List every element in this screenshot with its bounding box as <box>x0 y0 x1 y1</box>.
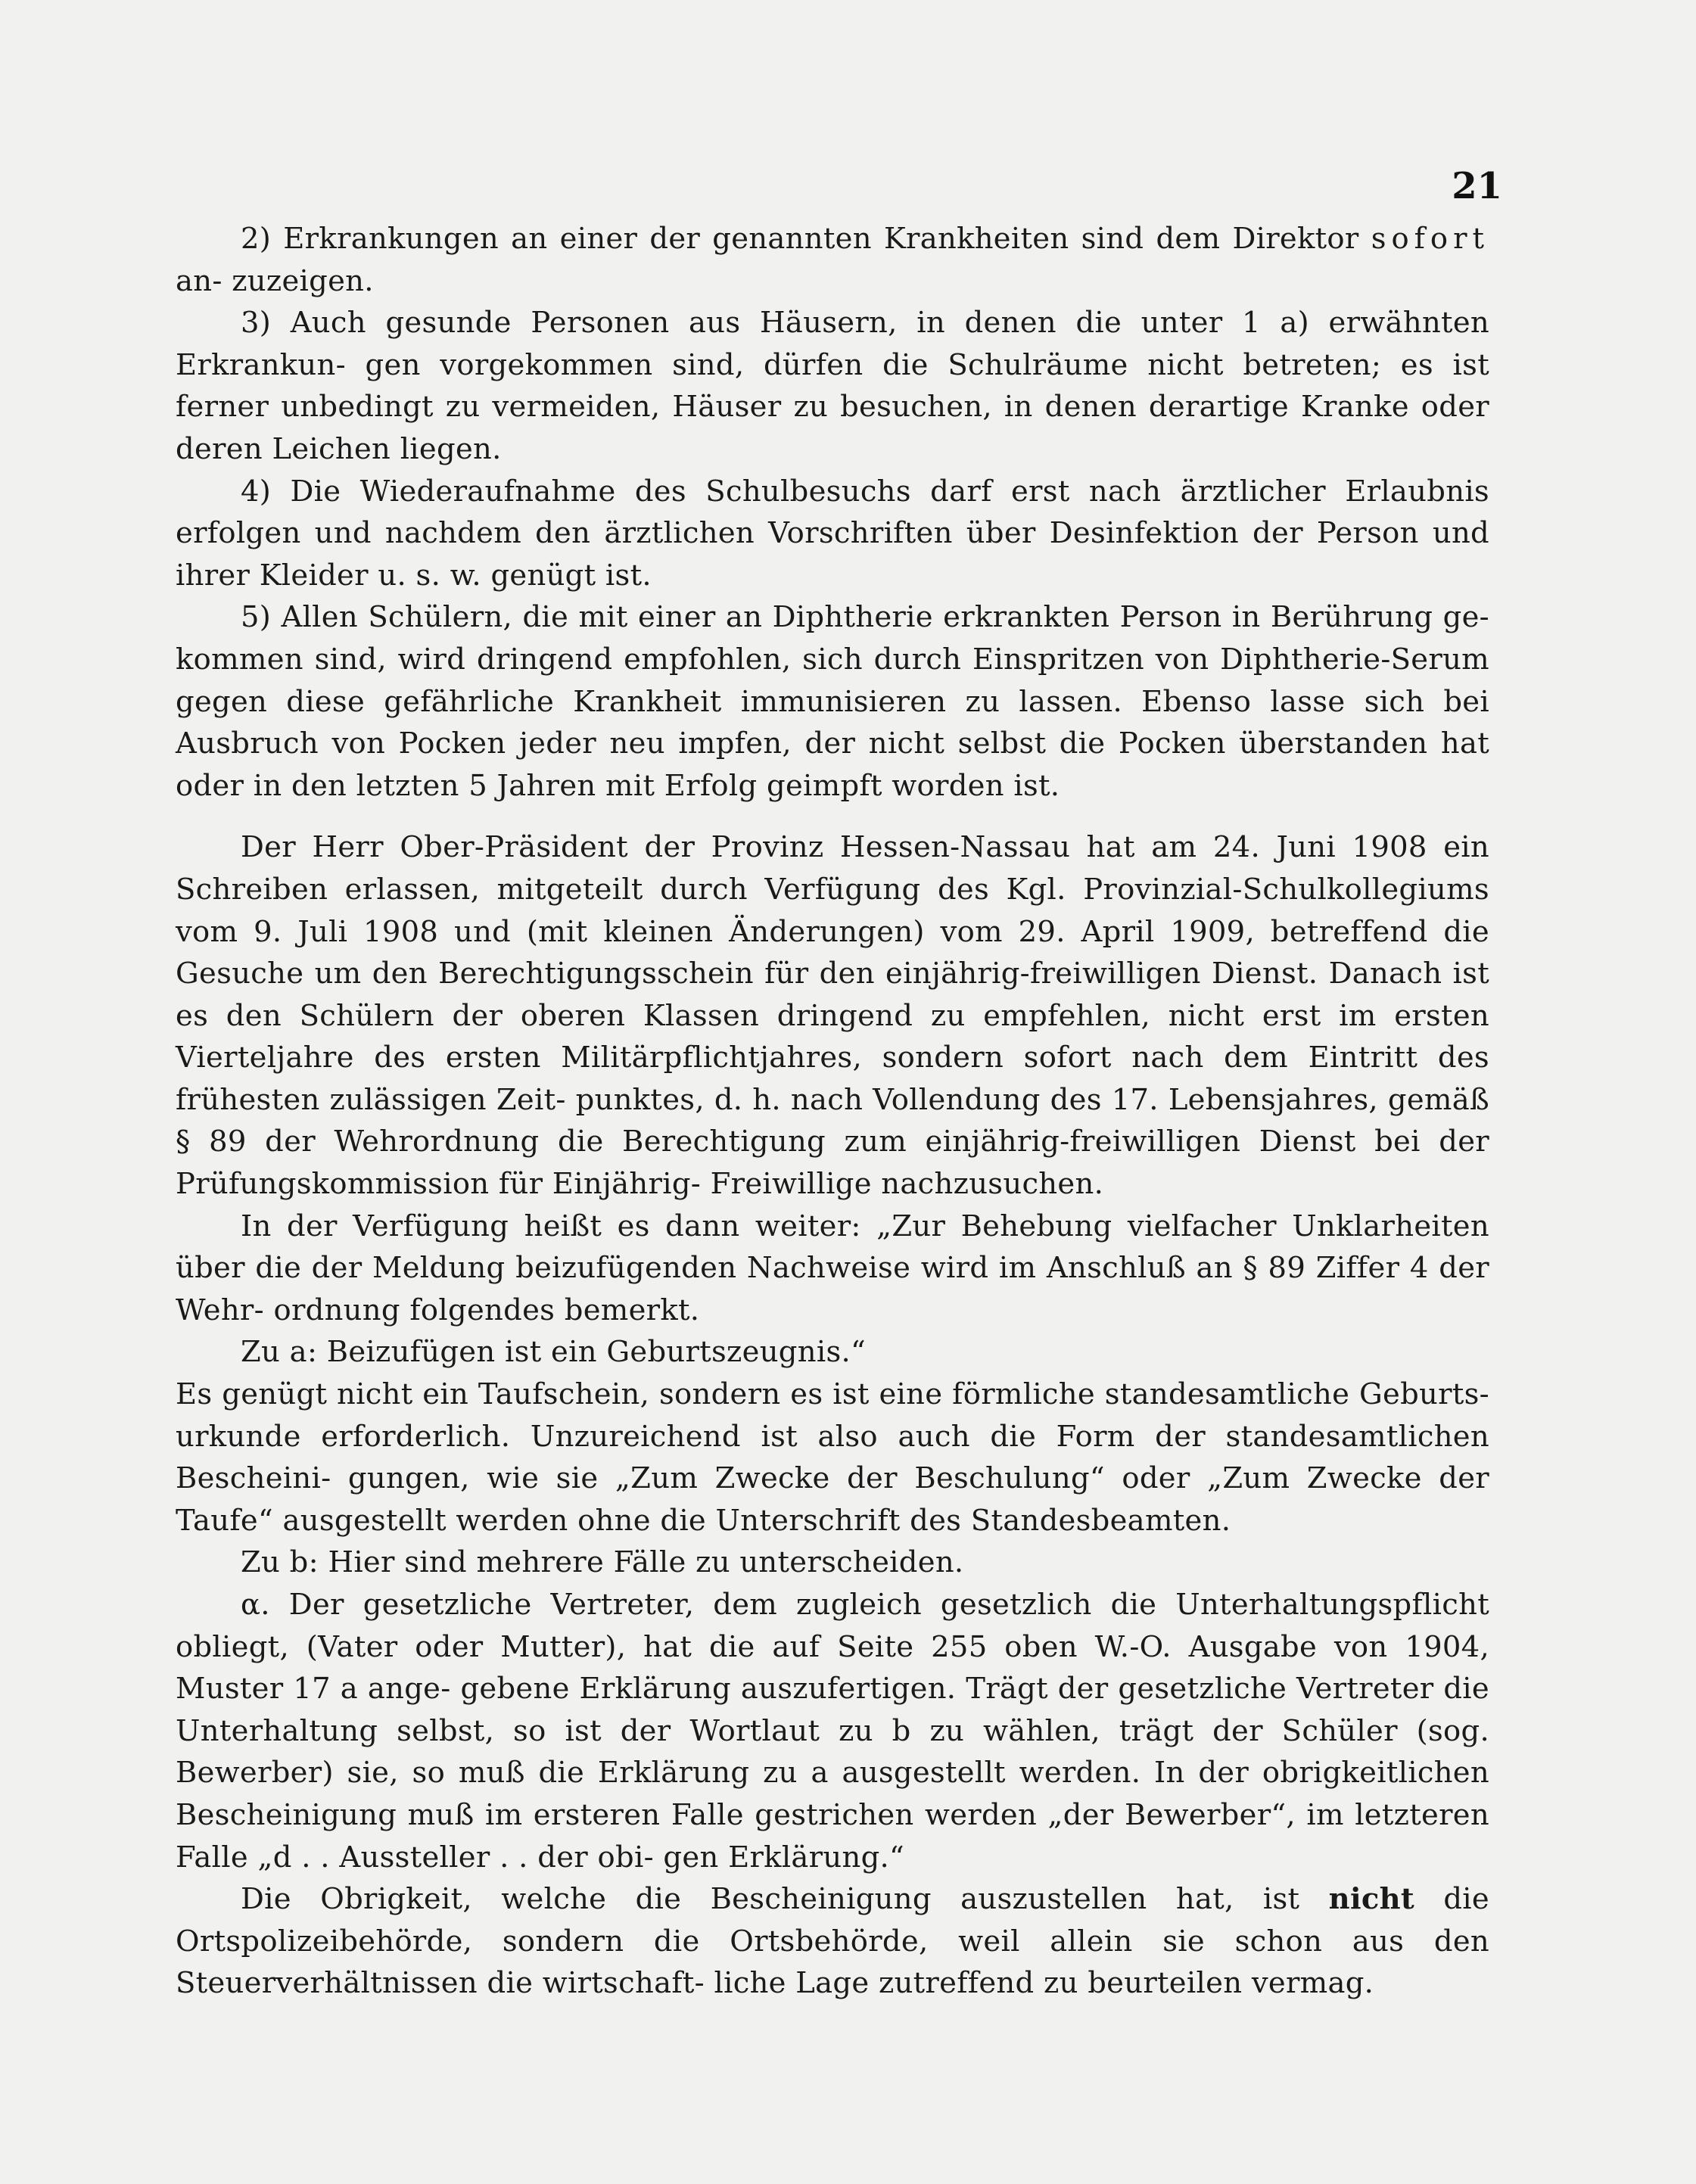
paragraph-5: Der Herr Ober-Präsident der Provinz Hessen-Nassau hat am 24. Juni 1908 ein Schreiben erlassen, mitgeteilt durch Verfügung des Kgl. Provinzial-Schulkollegiums vom 9. Juli 1908 und (mit kleinen Änderungen) vom 29. April 1909, betreffend die Gesuche um den Berechtigungsschein für den einjährig-freiwilligen Dienst. Danach ist es den Schülern der oberen Klassen dringend zu empfehlen, nicht erst im ersten Vierteljahre des ersten Militärpflichtjahres, sondern sofort nach dem Eintritt des frühesten zulässigen Zeit- punktes, d. h. nach Vollendung des 17. Lebensjahres, gemäß § 89 der Wehrordnung die Berechtigung zum einjährig-freiwilligen Dienst bei der Prüfungskommission für Einjährig- Freiwillige nachzusuchen. <box>176 830 1489 1202</box>
emphasis-nicht: nicht <box>1328 1882 1415 1917</box>
page-number: 21 <box>1452 165 1502 207</box>
paragraph-4: 5) Allen Schülern, die mit einer an Diphtherie erkrankten Person in Berührung ge- kommen sind, wird dringend empfohlen, sich durch Einspritzen von Diphtherie-Serum gegen diese gefährliche Krankheit immunisieren zu lassen. Ebenso lasse sich bei Ausbruch von Pocken jeder neu impfen, der nicht selbst die Pocken überstanden hat oder in den letzten 5 Jahren mit Erfolg geimpft worden ist. <box>176 600 1489 803</box>
paragraph-11-text-end: die Ortspolizeibehörde, sondern die Ortsbehörde, weil allein sie schon aus den Steuerverhältnissen die wirtschaft- liche Lage zutreffend zu beurteilen vermag. <box>176 1882 1490 2001</box>
paragraph-9: Zu b: Hier sind mehrere Fälle zu unterscheiden. <box>241 1545 964 1580</box>
paragraph-3: 4) Die Wiederaufnahme des Schulbesuchs darf erst nach ärztlicher Erlaubnis erfolgen und nachdem den ärztlichen Vorschriften über Desinfektion der Person und ihrer Kleider u. s. w. genügt ist. <box>176 474 1489 593</box>
paragraph-11-text-start: Die Obrigkeit, welche die Bescheinigung auszustellen hat, ist <box>241 1882 1329 1917</box>
body-text <box>176 218 1489 2005</box>
paragraph-1 <box>176 218 1489 302</box>
paragraph-11 <box>176 1878 1489 2005</box>
paragraph-2: 3) Auch gesunde Personen aus Häusern, in denen die unter 1 a) erwähnten Erkrankun- gen vorgekommen sind, dürfen die Schulräume nicht betreten; es ist ferner unbedingt zu vermeiden, Häuser zu besuchen, in denen derartige Kranke oder deren Leichen liegen. <box>176 306 1489 466</box>
paragraph-10: α. Der gesetzliche Vertreter, dem zugleich gesetzlich die Unterhaltungspflicht obliegt, (Vater oder Mutter), hat die auf Seite 255 oben W.-O. Ausgabe von 1904, Muster 17 a ange- gebene Erklärung auszufertigen. Trägt der gesetzliche Vertreter die Unterhaltung selbst, so ist der Wortlaut zu b zu wählen, trägt der Schüler (sog. Bewerber) sie, so muß die Erklärung zu a ausgestellt werden. In der obrigkeitlichen Bescheinigung muß im ersteren Falle gestrichen werden „der Bewerber“, im letzteren Falle „d . . Aussteller . . der obi- gen Erklärung.“ <box>176 1588 1489 1874</box>
paragraph-6: In der Verfügung heißt es dann weiter: „Zur Behebung vielfacher Unklarheiten über die der Meldung beizufügenden Nachweise wird im Anschluß an § 89 Ziffer 4 der Wehr- ordnung folgendes bemerkt. <box>176 1209 1489 1327</box>
paragraph-8: Es genügt nicht ein Taufschein, sondern es ist eine förmliche standesamtliche Geburts- urkunde erforderlich. Unzureichend ist also auch die Form der standesamtlichen Bescheini- gungen, wie sie „Zum Zwecke der Beschulung“ oder „Zum Zwecke der Taufe“ ausgestellt werden ohne die Unterschrift des Standesbeamten. <box>176 1377 1489 1538</box>
paragraph-7: Zu a: Beizufügen ist ein Geburtszeugnis.“ <box>241 1335 867 1370</box>
paragraph-1-text-start: 2) Erkrankungen an einer der genannten Krankheiten sind dem Direktor <box>241 222 1371 256</box>
paragraph-1-text-end: an- zuzeigen. <box>176 263 374 298</box>
emphasis-sofort: sofort <box>1371 222 1489 256</box>
